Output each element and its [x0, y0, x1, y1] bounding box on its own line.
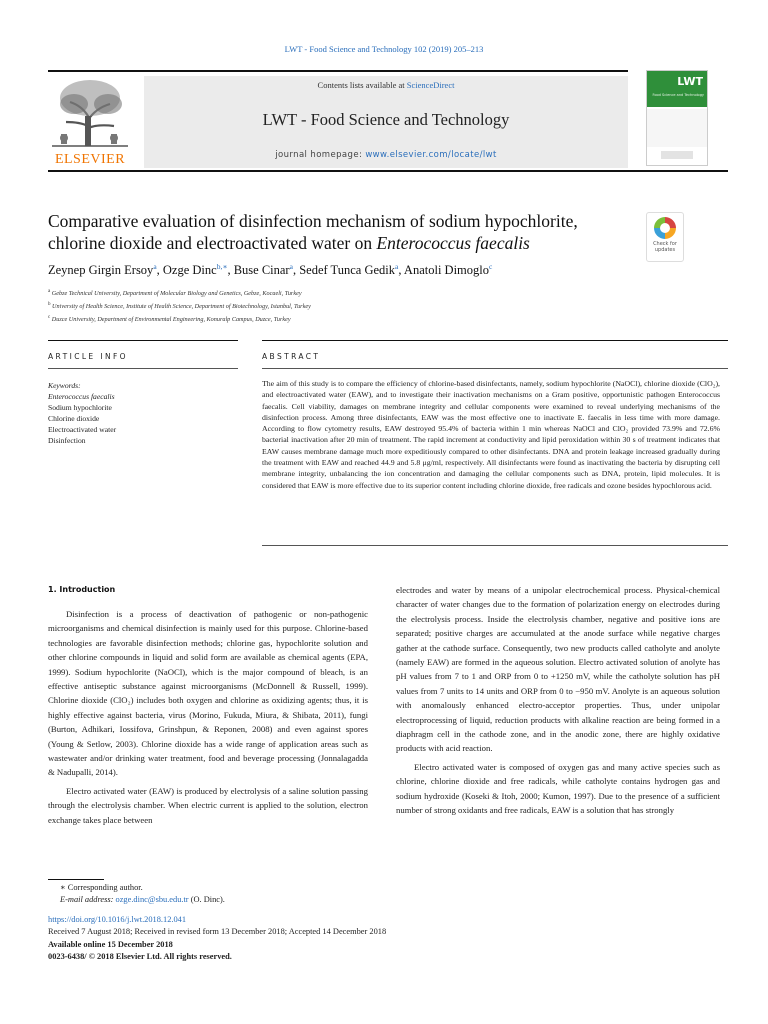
body-paragraph: electrodes and water by means of a unipolar electrochemical process. Physical-chemical character of water changes due to the formation of polarization energy on electrodes during the electrolysis process. Inside the electrolysis chamber, negative and positive ions are separated; positive charges are accumulated at the anode surface while negative charges gather at the cathode surface. Consequently, two new products called catholyte and anolyte (namely EAW) are formed in the aqueous solution. Electro activated solution of anolyte has pH values from 7 to 1 and ORP from 0 to +1250 mV, while the catholyte solution has pH values from 7 units to 14 units and ORP from 0 to −950 mV. Anolyte is an aqueous solution with anomalously enhanced electro-acceptor properties. Thus, under unipolar electroprocessing of liquid, reduction products with alkaline reaction are being formed in a diaphragm cell in the cathode zone, and in the anodic zone, there are highly oxidative products with acid reaction.: [396, 585, 720, 754]
masthead-bottom-rule: [48, 170, 728, 172]
article-title: [48, 210, 638, 254]
body-paragraph: Electro activated water is composed of oxygen gas and many active species such as chlorine, chlorine dioxide and free radicals, while catholyte contains hydrogen gas and sodium hydroxide (Koseki & Itoh, 2000; Kumon, 1997). Due to the presence of a sufficient number of strong oxidants and free radicals, EAW is a solution that has strongly: [396, 761, 720, 816]
author-affiliation-marker[interactable]: b,∗: [216, 262, 228, 271]
masthead-banner: [144, 76, 628, 168]
body-paragraph: Electro activated water (EAW) is produced by electrolysis of a saline solution passing through the electrolysis chamber. When electric current is applied to the solution, electron exchange takes place between: [48, 785, 368, 825]
journal-masthead: [48, 70, 728, 168]
keyword-item: Sodium hypochlorite: [48, 403, 112, 412]
journal-cover-thumbnail[interactable]: [646, 70, 708, 166]
body-column-right: [396, 583, 720, 822]
crossmark-label: Check for updates: [653, 241, 677, 253]
affiliation-list: [48, 286, 728, 325]
email-link[interactable]: ozge.dinc@sbu.edu.tr: [115, 894, 189, 904]
homepage-link[interactable]: www.elsevier.com/locate/lwt: [365, 150, 497, 160]
author-name[interactable]: Anatoli Dimoglo: [403, 263, 489, 278]
body-column-left: [48, 607, 368, 831]
contents-line: [144, 80, 628, 90]
running-head[interactable]: LWT - Food Science and Technology 102 (2019) 205–213: [284, 44, 484, 54]
check-for-updates-badge[interactable]: [646, 212, 684, 262]
keyword-item: Enterococcus faecalis: [48, 392, 115, 401]
cover-band: [647, 71, 707, 107]
abstract-top-rule: [262, 340, 728, 341]
affiliation-item: [48, 299, 728, 312]
article-info-heading: ARTICLE INFO: [48, 352, 128, 361]
affiliation-text: Duzce University, Department of Environmental Engineering, Konuralp Campus, Duzce, Turkey: [51, 316, 291, 324]
abstract-heading: ABSTRACT: [262, 352, 321, 361]
author-affiliation-marker[interactable]: a: [395, 262, 399, 271]
title-main: Comparative evaluation of disinfection mechanism of sodium hypochlorite, chlorine dioxide and electroactivated water on: [48, 211, 578, 253]
affiliation-text: Gebze Technical University, Department of Molecular Biology and Genetics, Gebze, Kocaeli, Turkey: [51, 290, 302, 298]
keyword-item: Electroactivated water: [48, 425, 117, 434]
homepage-prefix: journal homepage:: [275, 150, 366, 160]
cover-body: [647, 109, 707, 147]
body-paragraph: Disinfection is a process of deactivation of pathogenic or non-pathogenic microorganisms and chemical disinfection is mainly used for this purpose. Chlorine-based technologies are favorable disinfection methods; chlorine gas, hypochlorite solution and other chlorine compounds in liquid and solid form are available as chemical agents (EPA, 1999). Sodium hypochlorite (NaOCl), which is the major compound of bleach, is an effective antiseptic substance against microorganisms (McDonnell & Russell, 1999). Chlorine dioxide (ClO₂) includes both oxygen and chlorine as oxidizing agents; thus, it is highly effective against bacteria, virus (Morino, Fukuda, Miura, & Shibata, 2011), fungi (Burton, Adhikari, Iossifova, Grinshpun, & Reponen, 2008) and even against spores (Young & Setlow, 2003). Chlorine dioxide has a wide range of application areas such as wastewater and/or drinking water treatment, food and beverage processing (Jonnalagadda & Nadupalli, 2014).: [48, 609, 368, 778]
keywords-label: Keywords:: [48, 381, 81, 390]
article-info-top-rule: [48, 340, 238, 341]
keywords-block: [48, 380, 238, 446]
keyword-item: Chlorine dioxide: [48, 414, 100, 423]
crossmark-icon: [654, 217, 676, 239]
affiliation-marker: b: [48, 302, 51, 308]
author-affiliation-marker[interactable]: a: [289, 262, 293, 271]
abstract-rule: [262, 368, 728, 369]
copyright-line: 0023-6438/ © 2018 Elsevier Ltd. All rights reserved.: [48, 952, 232, 962]
article-metadata: [48, 914, 728, 964]
elsevier-tree-icon: [52, 76, 128, 148]
email-note: [48, 894, 728, 906]
affiliation-item: [48, 286, 728, 299]
keyword-item: Disinfection: [48, 436, 86, 445]
abstract-body: The aim of this study is to compare the efficiency of chlorine-based disinfectants, namely, sodium hypochlorite (NaOCl), chlorine dioxide (ClO₂), and electroactivated water (EAW), and to investigate their inactivation mechanisms on a Gram positive, opportunistic pathogen Enterococcus faecalis. Cell viability, damages on membrane integrity and cellular components were examined to reveal underlying mechanisms of the disinfection process. Among three disinfectants, EAW was the most effective one to inactivate E. faecalis in less time with more damage. According to flow cytometry results, EAW destroyed 95.4% of bacteria within 1 min whereas NaOCl and ClO₂ provided 73.9% and 72.6% bacterial inactivation after 20 min of treatment. The rapid increment at conductivity and lipid peroxidation within 30 s of treatment indicates that EAW causes membrane damage much more expeditiously compared to other disinfectants. DNA and protein leakage increased gradually during the treatment with EAW and reached 44.9 and 5.8 μg/ml, respectively. All disinfectants were found as inactivating the bacteria by disrupting cell membrane integrity, unbalancing the ion concentration and damaging the cellular components such as DNA, protein, lipid molecules. It is considered that EAW is more effective due to its superior content including chlorine dioxide, free radicals and ozone besides hypochlorous acid.: [262, 379, 720, 490]
affiliation-text: University of Health Science, Institute of Health Science, Department of Biotechnology, Istanbul, Turkey: [52, 303, 311, 311]
email-suffix: (O. Dinc).: [188, 894, 225, 904]
publisher-name: ELSEVIER: [54, 152, 126, 167]
footnotes: [48, 882, 728, 905]
affiliation-marker: a: [48, 289, 51, 294]
cover-title: LWT: [677, 75, 703, 88]
contents-prefix: Contents lists available at: [317, 80, 407, 90]
abstract-bottom-rule: [262, 545, 728, 546]
sciencedirect-link[interactable]: ScienceDirect: [406, 80, 455, 90]
author-name[interactable]: Buse Cinar: [233, 263, 290, 278]
affiliation-item: [48, 312, 728, 325]
journal-title: LWT - Food Science and Technology: [262, 110, 510, 129]
available-online: Available online 15 December 2018: [48, 939, 173, 949]
author-name[interactable]: Sedef Tunca Gedik: [299, 263, 396, 278]
received-dates: Received 7 August 2018; Received in revised form 13 December 2018; Accepted 14 December 2018: [48, 927, 387, 937]
journal-homepage: [144, 150, 628, 160]
author-affiliation-marker[interactable]: a: [153, 262, 157, 271]
author-affiliation-marker[interactable]: c: [489, 262, 493, 271]
masthead-top-rule: [48, 70, 628, 72]
doi-link[interactable]: https://doi.org/10.1016/j.lwt.2018.12.041: [48, 915, 187, 924]
author-name[interactable]: Ozge Dinc: [162, 263, 217, 278]
cover-subtitle: Food Science and Technology: [652, 93, 704, 97]
article-info-rule: [48, 368, 238, 369]
elsevier-logo[interactable]: [48, 76, 132, 166]
cover-footer: [661, 151, 693, 159]
author-name[interactable]: Zeynep Girgin Ersoy: [48, 263, 154, 278]
affiliation-marker: c: [48, 315, 51, 321]
email-label: E-mail address:: [60, 894, 116, 904]
author-list: Zeynep Girgin Ersoy$^a$, Ozge Dinc$^{b,∗}$, Buse Cinar$^a$, Sedef Tunca Gedik$^a$, Anatoli Dimoglo$^c$: [48, 262, 493, 278]
section-heading-introduction: 1. Introduction: [48, 585, 116, 594]
title-species: Enterococcus faecalis: [376, 233, 530, 253]
footnote-rule: [48, 879, 104, 880]
corresponding-author-note: ∗ Corresponding author.: [60, 883, 143, 892]
